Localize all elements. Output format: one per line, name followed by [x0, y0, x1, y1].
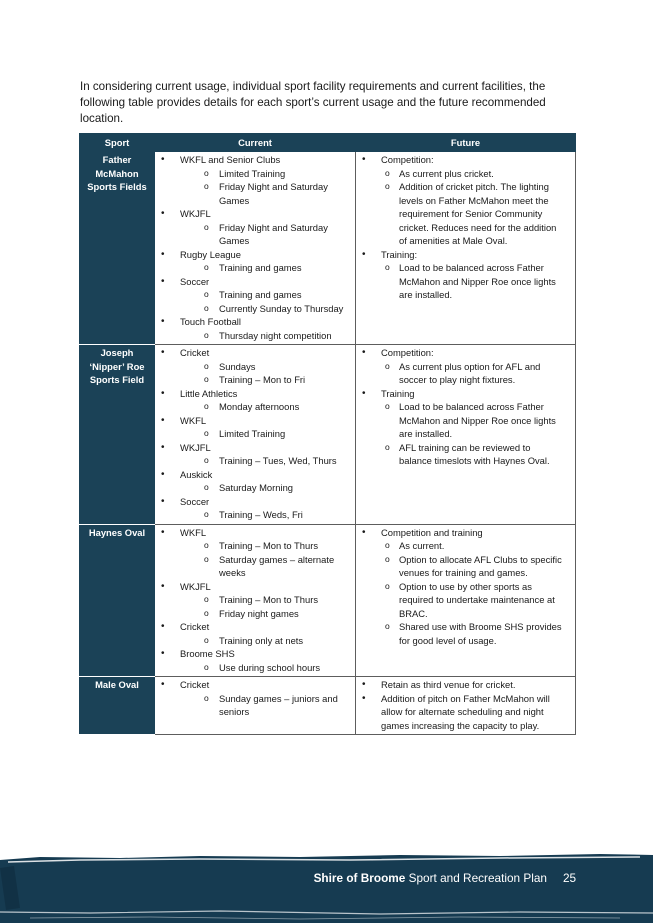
sub-list: [180, 400, 349, 414]
list-item: [155, 620, 355, 647]
sub-list-item: o Limited Training: [194, 167, 349, 181]
list-item: [155, 315, 355, 342]
sub-list: [381, 360, 569, 387]
list-item-text: Competition and training: [381, 526, 483, 538]
sub-list-item: o Training – Mon to Thurs: [194, 539, 349, 553]
list-item-text: Competition:: [381, 154, 434, 165]
current-usage-cell: [155, 524, 356, 677]
list-item-text: Cricket: [180, 347, 210, 358]
sub-list-item: o Option to allocate AFL Clubs to specific venues for training and games.: [381, 553, 569, 580]
list-item: [155, 275, 355, 316]
list-item-text: Addition of pitch on Father McMahon will allow for alternate scheduling and night games increasing the capacity to play.: [381, 692, 550, 731]
list-item: [155, 495, 355, 522]
future-recommendation-cell: [356, 677, 576, 735]
list-item-text: WKJFL: [180, 580, 211, 592]
current-list: [155, 346, 355, 522]
list-item: [356, 678, 575, 692]
sub-list-item: o Saturday games – alternate weeks: [194, 553, 349, 580]
sub-list: [180, 454, 349, 468]
list-item-text: Cricket: [180, 621, 210, 632]
intro-paragraph: In considering current usage, individual sport facility requirements and current facilities, the following table provides details for each sport’s current usage and the future recommended location.: [80, 80, 546, 125]
current-usage-cell: [155, 677, 356, 735]
sub-list: [381, 261, 569, 302]
sport-facility-table: [79, 133, 576, 735]
footer-brand: Shire of Broome: [313, 871, 406, 885]
list-item: [155, 387, 355, 414]
sub-list-item: o Friday Night and Saturday Games: [194, 180, 349, 207]
current-usage-cell: [155, 152, 356, 345]
table-row: [80, 524, 576, 677]
future-list: [356, 346, 575, 468]
sub-list: [180, 692, 349, 719]
table-header-row: [80, 134, 576, 152]
list-item-text: Cricket: [180, 679, 210, 690]
list-item-text: Soccer: [180, 275, 210, 287]
sub-list: [180, 539, 349, 580]
sub-list-item: o Training and games: [194, 288, 349, 302]
footer-title: [314, 871, 547, 885]
sub-list-item: o Training only at nets: [194, 634, 349, 648]
list-item: [155, 678, 355, 719]
sub-list: [381, 167, 569, 248]
list-item-text: WKJFL: [180, 441, 211, 453]
sport-name-cell: Joseph ‘Nipper’ Roe Sports Field: [80, 345, 155, 525]
page-number: 25: [563, 871, 577, 885]
sub-list-item: o Option to use by other sports as required to undertake maintenance at BRAC.: [381, 580, 569, 621]
list-item-text: Training:: [381, 248, 418, 260]
sub-list: [180, 167, 349, 208]
sub-list-item: o Saturday Morning: [194, 481, 349, 495]
list-item: [155, 346, 355, 387]
sub-list: [180, 360, 349, 387]
future-recommendation-cell: [356, 152, 576, 345]
sub-list-item: o Training – Mon to Thurs: [194, 593, 349, 607]
sub-list-item: o Thursday night competition: [194, 329, 349, 343]
list-item: [155, 248, 355, 275]
future-list: [356, 526, 575, 648]
future-recommendation-cell: [356, 524, 576, 677]
list-item: [155, 153, 355, 207]
list-item-text: Competition:: [381, 347, 434, 358]
sub-list: [180, 661, 349, 675]
list-item: [155, 468, 355, 495]
sub-list-item: o Training – Tues, Wed, Thurs: [194, 454, 349, 468]
sub-list: [180, 634, 349, 648]
sub-list-item: o As current.: [381, 539, 569, 553]
sub-list-item: o Sundays: [194, 360, 349, 374]
table-body: [80, 152, 576, 735]
sub-list-item: o Currently Sunday to Thursday: [194, 302, 349, 316]
list-item-text: WKFL: [180, 526, 207, 538]
sub-list-item: o Sunday games – juniors and seniors: [194, 692, 349, 719]
list-item-text: Touch Football: [180, 316, 241, 327]
current-list: [155, 153, 355, 342]
future-list: [356, 153, 575, 302]
sub-list-item: o Use during school hours: [194, 661, 349, 675]
list-item-text: Little Athletics: [180, 387, 238, 399]
sub-list-item: o Limited Training: [194, 427, 349, 441]
sub-list-item: o Monday afternoons: [194, 400, 349, 414]
list-item-text: Soccer: [180, 495, 210, 507]
list-item-text: Rugby League: [180, 248, 241, 260]
sport-name-cell: Male Oval: [80, 677, 155, 735]
sub-list-item: o Load to be balanced across Father McMahon and Nipper Roe once lights are installed.: [381, 400, 569, 441]
sport-name-cell: Haynes Oval: [80, 524, 155, 677]
list-item: [155, 526, 355, 580]
sub-list: [180, 481, 349, 495]
list-item-text: Retain as third venue for cricket.: [381, 679, 516, 690]
list-item-text: Broome SHS: [180, 648, 235, 659]
sub-list: [180, 427, 349, 441]
sport-name-cell: Father McMahon Sports Fields: [80, 152, 155, 345]
sub-list: [381, 539, 569, 647]
page-footer: [0, 848, 653, 923]
sub-list-item: o Training – Mon to Fri: [194, 373, 349, 387]
header-future: Future: [356, 134, 576, 152]
list-item: [356, 248, 575, 302]
list-item: [155, 580, 355, 621]
sub-list-item: o Addition of cricket pitch. The lighting levels on Father McMahon meet the requirement for Senior Community cricket. Reduces need for the addition of amenities at Male Oval.: [381, 180, 569, 248]
table-row: [80, 152, 576, 345]
list-item: [356, 153, 575, 248]
header-current: Current: [155, 134, 356, 152]
footer-plan-title: Sport and Recreation Plan: [408, 871, 547, 885]
future-list: [356, 678, 575, 732]
footer-banner-shape: [0, 848, 653, 923]
list-item-text: WKJFL: [180, 208, 211, 219]
sub-list: [180, 508, 349, 522]
current-list: [155, 526, 355, 675]
list-item-text: Auskick: [180, 468, 213, 480]
list-item: [356, 346, 575, 387]
current-list: [155, 678, 355, 719]
sub-list-item: o Friday night games: [194, 607, 349, 621]
list-item-text: WKFL: [180, 414, 207, 426]
list-item-text: WKFL and Senior Clubs: [180, 154, 281, 165]
sub-list-item: o Training – Weds, Fri: [194, 508, 349, 522]
list-item: [356, 692, 575, 733]
sub-list-item: o Shared use with Broome SHS provides for good level of usage.: [381, 620, 569, 647]
table-row: [80, 677, 576, 735]
sub-list: [180, 593, 349, 620]
sub-list-item: o Friday Night and Saturday Games: [194, 221, 349, 248]
list-item: [356, 387, 575, 468]
sub-list: [381, 400, 569, 468]
sub-list: [180, 288, 349, 315]
list-item: [155, 647, 355, 674]
sub-list-item: o As current plus option for AFL and soccer to play night fixtures.: [381, 360, 569, 387]
list-item: [356, 526, 575, 648]
sub-list-item: o Training and games: [194, 261, 349, 275]
table-row: [80, 345, 576, 525]
sub-list: [180, 261, 349, 275]
sub-list-item: o AFL training can be reviewed to balance timeslots with Haynes Oval.: [381, 441, 569, 468]
list-item: [155, 207, 355, 248]
list-item-text: Training: [381, 387, 415, 399]
header-sport: Sport: [80, 134, 155, 152]
sub-list-item: o Load to be balanced across Father McMahon and Nipper Roe once lights are installed.: [381, 261, 569, 302]
sub-list: [180, 329, 349, 343]
current-usage-cell: [155, 345, 356, 525]
future-recommendation-cell: [356, 345, 576, 525]
list-item: [155, 414, 355, 441]
sub-list: [180, 221, 349, 248]
sub-list-item: o As current plus cricket.: [381, 167, 569, 181]
list-item: [155, 441, 355, 468]
